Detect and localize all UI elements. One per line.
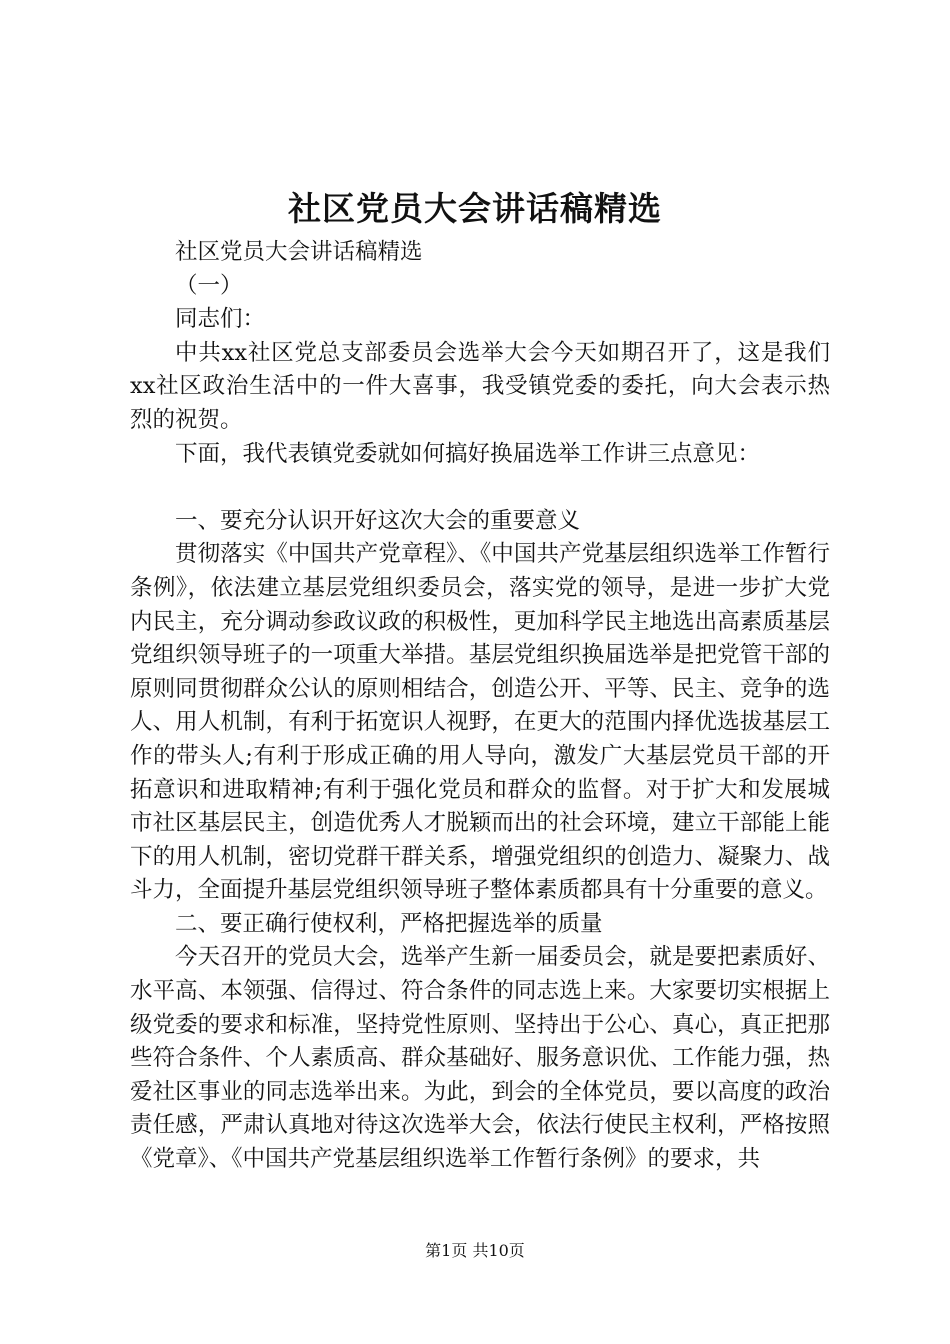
body-paragraph: 贯彻落实《中国共产党章程》、《中国共产党基层组织选举工作暂行条例》，依法建立基层党组织委员会，落实党的领导，是进一步扩大党内民主，充分调动参政议政的积极性，更加科学民主地选出高素质基层党组织领导班子的一项重大举措。基层党组织换届选举是把党管干部的原则同贯彻群众公认的原则相结合，创造公开、平等、民主、竞争的选人、用人机制，有利于拓宽识人视野，在更大的范围内择优选拔基层工作的带头人;有利于形成正确的用人导向，激发广大基层党员干部的开拓意识和进取精神;有利于强化党员和群众的监督。对于扩大和发展城市社区基层民主，创造优秀人才脱颖而出的社会环境，建立干部能上能下的用人机制，密切党群干群关系，增强党组织的创造力、凝聚力、战斗力，全面提升基层党组织领导班子整体素质都具有十分重要的意义。 — [130, 541, 830, 904]
body-paragraph: 今天召开的党员大会，选举产生新一届委员会，就是要把素质好、水平高、本领强、信得过、符合条件的同志选上来。大家要切实根据上级党委的要求和标准，坚持党性原则、坚持出于公心、真心，真正把那些符合条件、个人素质高、群众基础好、服务意识优、工作能力强，热爱社区事业的同志选举出来。为此，到会的全体党员，要以高度的政治责任感，严肃认真地对待这次选举大会，依法行使民主权利，严格按照《党章》、《中国共产党基层组织选举工作暂行条例》的要求，共 — [130, 944, 830, 1173]
document-title: 社区党员大会讲话稿精选 — [288, 189, 662, 228]
body-paragraph: 下面，我代表镇党委就如何搞好换届选举工作讲三点意见： — [175, 440, 761, 467]
salutation-paragraph: 同志们： — [175, 306, 266, 333]
section-heading: 一、要充分认识开好这次大会的重要意义 — [175, 507, 581, 534]
subtitle-paragraph: 社区党员大会讲话稿精选 — [175, 239, 423, 265]
document-body — [130, 236, 830, 1177]
body-paragraph: 中共xx社区党总支部委员会选举大会今天如期召开了，这是我们xx社区政治生活中的一件大喜事，我受镇党委的委托，向大会表示热烈的祝贺。 — [130, 339, 830, 433]
section-number-paragraph: （一） — [175, 272, 243, 299]
page-footer: 第1页 共10页 — [425, 1241, 525, 1260]
section-heading: 二、要正确行使权利，严格把握选举的质量 — [175, 910, 603, 937]
